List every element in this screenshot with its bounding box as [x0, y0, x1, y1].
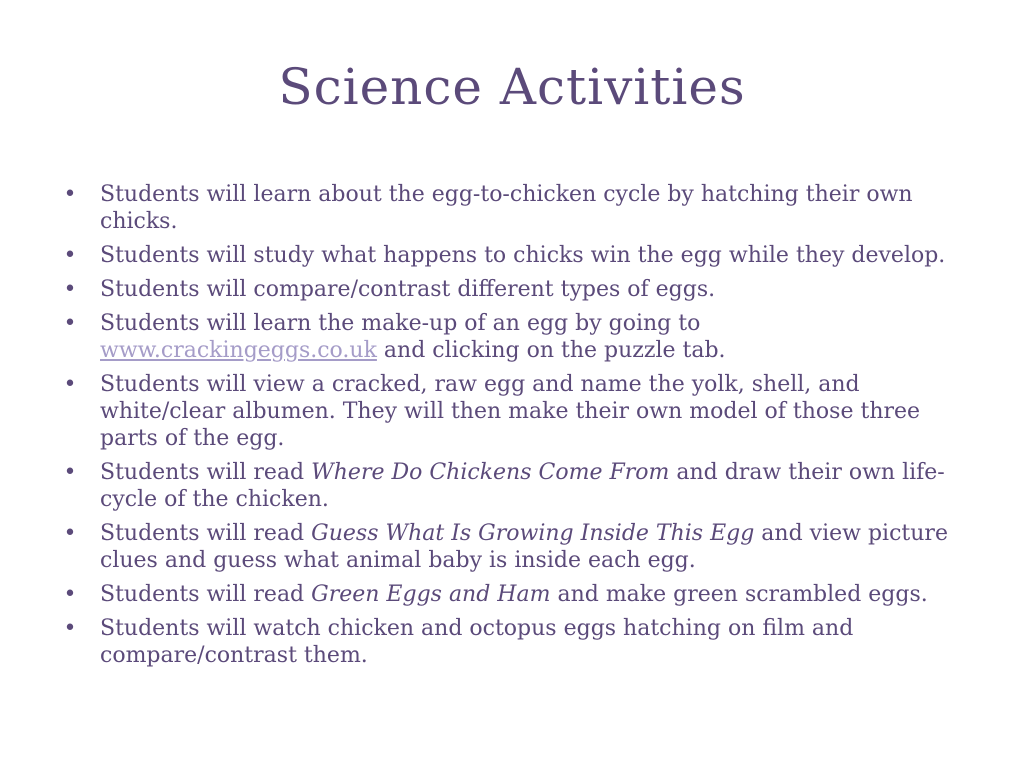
bullet-icon: • — [63, 616, 77, 641]
bullet-text: and draw their own life-cycle of the chicken. — [100, 460, 945, 512]
bullet-icon: • — [63, 243, 77, 268]
bullet-text: and clicking on the puzzle tab. — [376, 338, 726, 363]
book-title: Where Do Chickens Come From — [311, 460, 670, 485]
bullet-text: Students will view a cracked, raw egg and name the yolk, shell, and white/clear albumen. They will then make their own model of those three parts of the egg. — [100, 372, 921, 451]
bullet-text: Students will learn about the egg-to-chicken cycle by hatching their own chicks. — [100, 182, 913, 234]
list-item — [60, 310, 960, 364]
list-item — [60, 459, 960, 513]
book-title: Guess What Is Growing Inside This Egg — [311, 521, 755, 546]
list-item — [60, 615, 960, 669]
book-title: Green Eggs and Ham — [311, 582, 551, 607]
bullet-icon: • — [63, 311, 77, 336]
slide-title: Science Activities — [278, 58, 746, 116]
list-item — [60, 520, 960, 574]
bullet-text: Students will compare/contrast different types of eggs. — [100, 277, 716, 302]
list-item — [60, 181, 960, 235]
bullet-text: and make green scrambled eggs. — [550, 582, 928, 607]
bullet-text: Students will study what happens to chicks win the egg while they develop. — [100, 243, 946, 268]
list-item — [60, 581, 960, 608]
bullet-text: Students will watch chicken and octopus eggs hatching on film and compare/contrast them. — [100, 616, 854, 668]
bullet-icon: • — [63, 582, 77, 607]
list-item — [60, 371, 960, 452]
bullet-list — [60, 181, 960, 676]
list-item — [60, 242, 960, 269]
bullet-text: Students will read — [100, 582, 312, 607]
list-item — [60, 276, 960, 303]
bullet-text: and view picture clues and guess what animal baby is inside each egg. — [100, 521, 948, 573]
bullet-icon: • — [63, 521, 77, 546]
bullet-icon: • — [63, 460, 77, 485]
bullet-icon: • — [63, 372, 77, 397]
bullet-text: Students will read — [100, 460, 312, 485]
bullet-text: Students will learn the make-up of an egg by going to — [100, 311, 701, 336]
bullet-text: Students will read — [100, 521, 312, 546]
crackingeggs-link[interactable]: www.crackingeggs.co.uk — [100, 338, 377, 363]
bullet-icon: • — [63, 277, 77, 302]
bullet-icon: • — [63, 182, 77, 207]
